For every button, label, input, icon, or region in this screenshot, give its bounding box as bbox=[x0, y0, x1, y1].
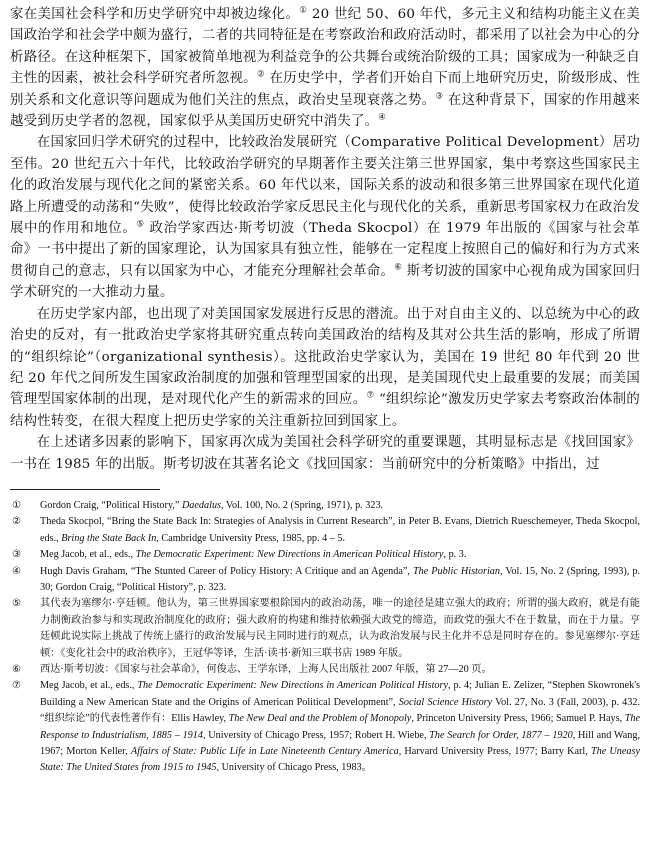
footnote bbox=[10, 678, 640, 776]
text-run: 在历史学家内部，也出现了对美国国家发展进行反思的潜流。出于对自由主义的、以总统为中心的政治史的反对，有一批政治史学家将其研究重点转向美国政治的结构及其对公共生活的影响，形成了所谓的“组织综论”（organizational synthesis）。这批政治史学家认为，美国在 19 世纪 80 年代到 20 世纪 20 年代之间所发生国家政治制度的加强和管理型国家的出现，是美国现代史上最重要的发展；而美国管理型国家体制的出现，是对现代化产生的新需求的回应。 bbox=[10, 306, 640, 408]
italic-title: The Search for Order, 1877 – 1920 bbox=[429, 729, 573, 741]
text-run: 家在美国社会科学和历史学研究中却被边缘化。 bbox=[10, 7, 300, 22]
text-run: Hugh Davis Graham, “The Stunted Career of Policy History: A Critique and an Agenda”, bbox=[40, 565, 413, 577]
footnote-ref: ④ bbox=[378, 112, 387, 123]
footnote-divider bbox=[10, 489, 160, 490]
body-paragraph bbox=[10, 132, 640, 303]
italic-title: Social Science History bbox=[398, 696, 493, 708]
footnote bbox=[10, 596, 640, 662]
footnote-ref: ② bbox=[257, 69, 265, 80]
text-run: 西达·斯考切波：《国家与社会革命》，何俊志、王学东译，上海人民出版社 2007 年版，第 27—20 页。 bbox=[40, 664, 492, 675]
italic-title: The Democratic Experiment: New Directions in American Political History bbox=[137, 680, 448, 692]
text-run: 在国家回归学术研究的过程中，比较政治发展研究（Comparative Political Development）居功至伟。20 世纪五六十年代，比较政治学研究的早期著作主要关注第三世界国家，集中考察这些国家民主化的政治发展与现代化之间的紧密关系。60 年代以来，国际关系的波动和很多第三世界国家在现代化道路上所遭受的动荡和“失败”，使得比较政治学家反思民主化与现代化的关系，重新思考国家权力在政治发展中的作用和地位。 bbox=[10, 135, 640, 237]
body-paragraph bbox=[10, 432, 640, 475]
footnote-ref: ③ bbox=[435, 91, 444, 102]
footnote-ref: ⑥ bbox=[394, 262, 403, 273]
footnote-number: ② bbox=[12, 516, 22, 528]
text-run: 20 世纪 50、60 年代，多元主义和结构功能主义在美国政治学和社会学中颇为盛行，二者的共同特征是在考察政治和政府活动时，都采用了以社会为中心的分析路径。在这种框架下，国家被简单地视为利益竞争的公共舞台或统治阶级的工具；国家成为一种缺乏自主性的因素，被社会科学研究者所忽视。 bbox=[10, 7, 640, 87]
text-run: 其代表为塞缪尔·亨廷顿。他认为，第三世界国家要根除国内的政治动荡，唯一的途径是建立强大的政府；所谓的强大政府，就是有能力制衡政治参与和实现政治制度化的政府；强大政府的构建和维持依赖强大政党的缔造，而政党的强大不在于数量，而在于力量。亨廷顿此说实际上挑战了传统上盛行的政治发展与民主同时进行的观点，认为政治发展与民主化并不总是同时存在的。参见塞缪尔·亨廷顿：《变化社会中的政治秩序》，王冠华等译，生活·读书·新知三联书店 1989 年版。 bbox=[40, 598, 640, 659]
text-run: 政治学家西达·斯考切波（Theda Skocpol）在 1979 年出版的《国家与社会革命》一书中提出了新的国家理论，认为国家具有独立性，能够在一定程度上按照自己的偏好和行为方式来贯彻自己的意志，只有以国家为中心，才能充分理解社会革命。 bbox=[10, 221, 640, 279]
text-run: , Cambridge University Press, 1985, pp. 4 – 5. bbox=[156, 532, 346, 544]
text-run: , Harvard University Press, 1977; Barry Karl, bbox=[398, 746, 591, 758]
text-run: , Hill and Wang, 1967; Morton Keller, bbox=[40, 729, 640, 758]
footnote-number: ⑥ bbox=[12, 664, 22, 675]
text-run: , Princeton University Press, 1966; Samuel P. Hays, bbox=[411, 713, 625, 725]
italic-title: The New Deal and the Problem of Monopoly bbox=[228, 713, 412, 725]
text-run: , p. 3. bbox=[443, 549, 467, 561]
footnote-number: ⑦ bbox=[12, 680, 22, 692]
body-paragraph bbox=[10, 4, 640, 132]
text-run: , p. 4; Julian E. Zelizer, “Stephen Skowronek's Building a New American State and the Origins of American Political Development”, bbox=[40, 680, 641, 708]
text-run: , University of Chicago Press, 1957; Robert H. Wiebe, bbox=[202, 729, 430, 741]
body-paragraph bbox=[10, 304, 640, 432]
italic-title: The Uneasy State: The United States from 1915 to 1945 bbox=[40, 746, 640, 774]
italic-title: The Public Historian bbox=[412, 565, 500, 577]
text-run: Vol. 27, No. 3 (Fall, 2003), p. 432. “组织综论”的代表性著作有：Ellis Hawley, bbox=[40, 696, 640, 725]
footnotes bbox=[10, 498, 640, 777]
italic-title: The Response to Industrialism, 1885 – 1914 bbox=[40, 713, 640, 741]
footnote-ref: ⑤ bbox=[136, 219, 145, 230]
text-run: , University of Chicago Press, 1983。 bbox=[216, 762, 372, 774]
text-run: Meg Jacob, et al., eds., bbox=[40, 680, 138, 692]
italic-title: Affairs of State: Public Life in Late Nineteenth Century America bbox=[130, 746, 399, 758]
text-run: Theda Skocpol, “Bring the State Back In: Strategies of Analysis in Current Research”, in Peter B. Evans, Dietrich Rueschemeyer, Theda Skocpol, eds., bbox=[40, 516, 640, 544]
text-run: , Vol. 100, No. 2 (Spring, 1971), p. 323. bbox=[221, 499, 384, 511]
italic-title: Daedalus bbox=[181, 499, 222, 511]
footnote-ref: ① bbox=[299, 5, 308, 16]
italic-title: The Democratic Experiment: New Directions in American Political History bbox=[135, 549, 444, 561]
text-run: , Vol. 15, No. 2 (Spring, 1993), p. 30; Gordon Craig, “Political History”, p. 323. bbox=[40, 565, 640, 593]
footnote-number: ⑤ bbox=[12, 598, 22, 610]
text-run: Meg Jacob, et al., eds., bbox=[40, 549, 136, 561]
footnote bbox=[10, 564, 640, 597]
footnote-number: ④ bbox=[12, 565, 22, 577]
text-run: 在这种背景下，国家的作用越来越受到历史学者的忽视，国家似乎从美国历史研究中消失了。 bbox=[10, 92, 640, 130]
footnote bbox=[10, 514, 640, 547]
text-run: 在上述诸多因素的影响下，国家再次成为美国社会科学研究的重要课题，其明显标志是《找回国家》一书在 1985 年的出版。斯考切波在其著名论文《找回国家：当前研究中的分析策略》中指出，过 bbox=[10, 435, 640, 472]
text-run: 在历史学中，学者们开始自下而上地研究历史，阶级形成、性别关系和文化意识等问题成为他们关注的焦点，政治史呈现衰落之势。 bbox=[10, 71, 640, 108]
footnote-number: ① bbox=[12, 499, 22, 511]
footnote-ref: ⑦ bbox=[366, 390, 375, 401]
italic-title: Bring the State Back In bbox=[61, 532, 157, 544]
footnote bbox=[10, 498, 640, 514]
text-run: Gordon Craig, “Political History,” bbox=[40, 499, 182, 511]
footnote bbox=[10, 662, 640, 678]
footnote bbox=[10, 547, 640, 563]
footnote-number: ③ bbox=[12, 549, 22, 561]
body-text bbox=[10, 4, 640, 475]
text-run: 斯考切波的国家中心视角成为国家回归学术研究的一大推动力量。 bbox=[10, 263, 640, 301]
text-run: “组织综论”激发历史学家去考察政治体制的结构性转变，在很大程度上把历史学家的关注重新拉回到国家上。 bbox=[10, 392, 641, 429]
